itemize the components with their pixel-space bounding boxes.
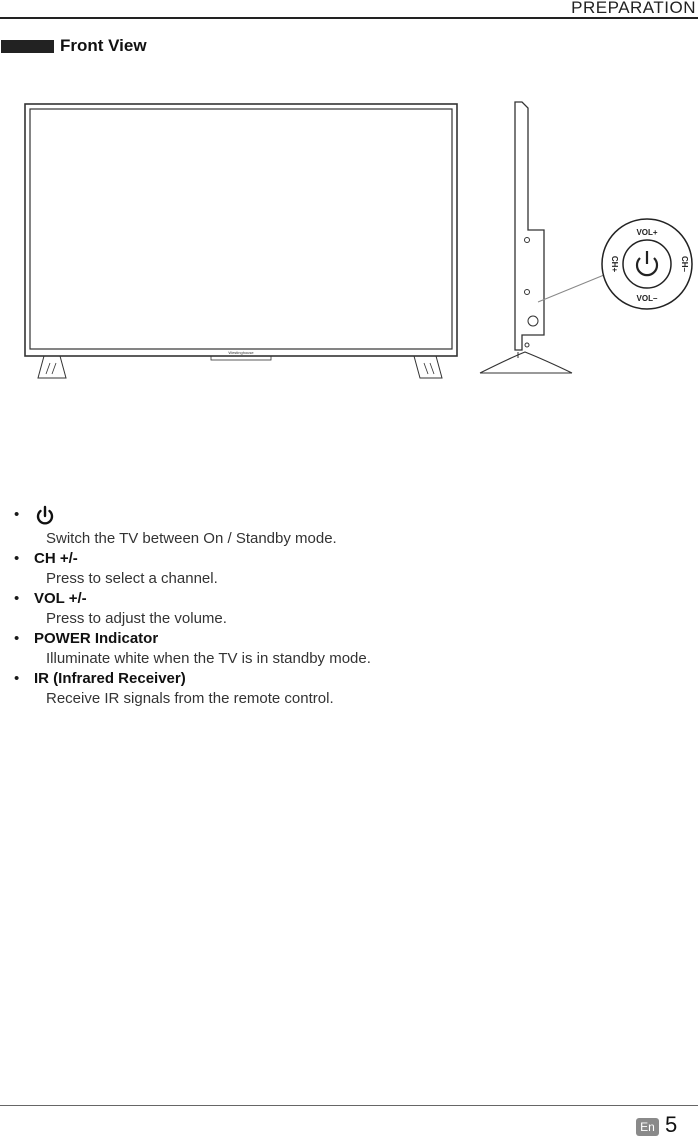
tv-left-foot — [38, 356, 66, 378]
list-item-power-indicator — [14, 629, 684, 669]
item-term: VOL +/- — [34, 590, 87, 607]
label-ch-plus: CH+ — [610, 255, 619, 273]
bullet: • — [14, 506, 20, 523]
power-term — [14, 505, 684, 529]
callout-line — [538, 275, 604, 302]
header-section-title: PREPARATION — [571, 0, 696, 17]
tv-screen — [30, 109, 452, 349]
side-indicator — [525, 343, 529, 347]
item-detail: Switch the TV between On / Standby mode. — [46, 530, 337, 547]
tv-front-view-figure — [0, 90, 698, 390]
page-number: 5 — [665, 1112, 678, 1137]
tv-illustration — [0, 90, 698, 390]
tv-front — [25, 104, 457, 378]
bullet: • — [14, 670, 20, 687]
language-badge: En — [636, 1118, 659, 1136]
footer-rule — [0, 1105, 698, 1106]
bullet: • — [14, 550, 20, 567]
tv-bezel — [25, 104, 457, 356]
tv-right-foot — [414, 356, 442, 378]
side-button-upper — [525, 238, 530, 243]
list-item-ir — [14, 669, 684, 709]
tv-side — [480, 102, 604, 373]
item-term: POWER Indicator — [34, 630, 159, 647]
tv-side-profile — [515, 102, 544, 350]
list-item-power — [14, 505, 684, 549]
item-detail: Press to adjust the volume. — [46, 610, 227, 627]
item-term: IR (Infrared Receiver) — [34, 670, 186, 687]
list-item-vol — [14, 589, 684, 629]
bullet: • — [14, 630, 20, 647]
label-ch-minus: CH– — [680, 255, 689, 273]
section-marker-bar — [1, 40, 54, 53]
item-detail: Press to select a channel. — [46, 570, 218, 587]
list-item-ch — [14, 549, 684, 589]
power-icon — [34, 505, 56, 527]
section-title: Front View — [60, 36, 147, 55]
item-term: CH +/- — [34, 550, 78, 567]
item-detail: Receive IR signals from the remote control. — [46, 690, 334, 707]
tv-logo: Westinghouse — [228, 350, 254, 355]
label-vol-minus: VOL– — [636, 294, 658, 303]
label-vol-plus: VOL+ — [636, 228, 658, 237]
control-descriptions — [14, 505, 684, 709]
bullet: • — [14, 590, 20, 607]
side-control-knob — [528, 316, 538, 326]
side-button-lower — [525, 290, 530, 295]
item-detail: Illuminate white when the TV is in standby mode. — [46, 650, 371, 667]
tv-side-stand — [480, 352, 572, 373]
